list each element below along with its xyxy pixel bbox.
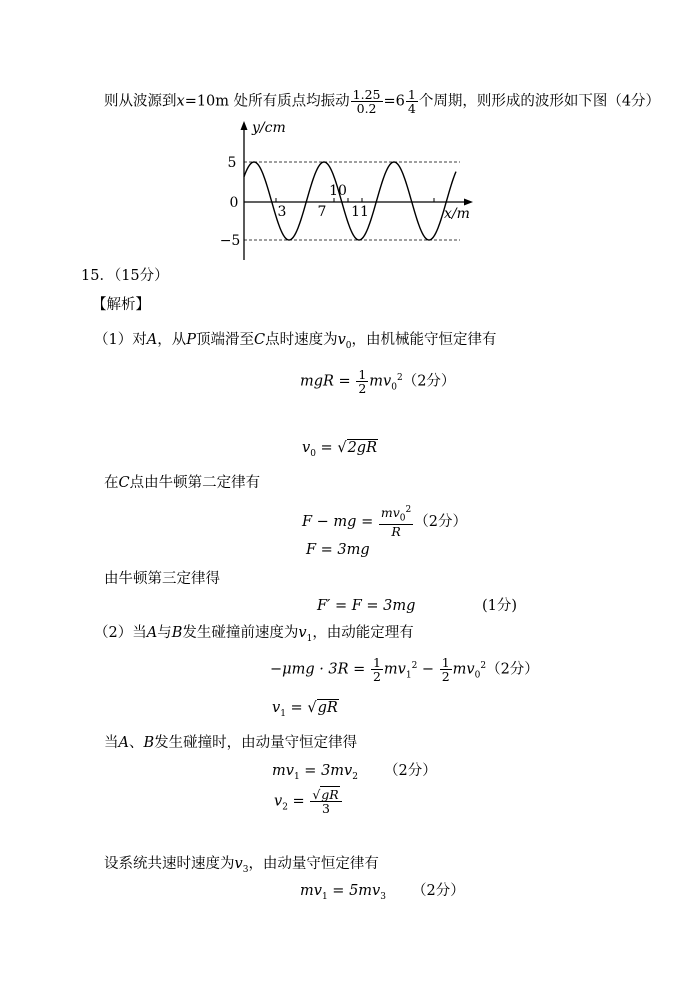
x-axis-arrow-icon: [464, 199, 473, 206]
sqrt-sign-icon: √: [337, 440, 347, 456]
x-tick-label-10: 10: [329, 183, 347, 199]
part2-intro: （2）当A与B发生碰撞前速度为$v_1$，由动能定理有: [94, 625, 414, 644]
sqrt-sign-icon: √: [307, 700, 317, 716]
sqrt-sign-icon: √: [312, 787, 321, 802]
y-axis-arrow-icon: [241, 121, 248, 130]
momentum-intro: 当A、B发生碰撞时，由动量守恒定律得: [104, 735, 358, 751]
equation-F-3mg: F = 3mg: [306, 542, 370, 558]
y-tick-label-5: 5: [227, 155, 237, 171]
part1-intro: （1）对A，从P顶端滑至C点时速度为$v_0$，由机械能守恒定律有: [94, 332, 497, 351]
waveform-figure: [219, 118, 482, 266]
y-tick-label-0: 0: [229, 195, 239, 211]
equation-v0: $v_0 = √2gR$: [302, 440, 377, 459]
common-velocity-intro: 设系统共速时速度为$v_3$，由动量守恒定律有: [104, 856, 379, 875]
y-axis-label: y/cm: [252, 120, 286, 136]
x-tick-label-7: 7: [317, 204, 327, 220]
newton-third-intro: 由牛顿第三定律得: [104, 571, 220, 587]
fraction-1-4: $\frac{1}{4}$: [407, 87, 416, 117]
equation-F-prime: F′ = F = 3mg: [317, 598, 416, 614]
y-tick-label-neg5: −5: [219, 233, 241, 249]
equation-v2: $v_2$ = $\frac{√gR}{3}$: [274, 788, 343, 815]
intro-line: [104, 88, 660, 115]
x-tick-label-11: 11: [351, 204, 369, 220]
equation-work-energy: −μmg · 3R = $\frac{1}{2}$ $mv_1^2$ − $\frac{1}{2}$ $mv_0^2(2$分）: [270, 655, 539, 685]
var-x: x: [176, 93, 185, 110]
analysis-label: 【解析】: [92, 297, 150, 313]
question-header: 15．（15分）: [81, 268, 169, 284]
x-tick-label-3: 3: [277, 204, 287, 220]
intro-text-before: 则从波源到: [104, 93, 177, 110]
score-1: (1分): [482, 598, 518, 614]
equation-v1: $v_1 = √gR$: [272, 700, 338, 719]
intro-text-mid: =10m 处所有质点均振动: [184, 93, 350, 110]
equation-energy-conservation: mgR = $\frac{1}{2}$ $mv_0^2(2$分）: [300, 367, 456, 397]
equation-centripetal: F − mg = $\frac{mv_0^2}{R}$ （2分）: [302, 505, 467, 540]
fraction-125-02: $\frac{1.25}{0.2}$: [352, 87, 381, 117]
equation-momentum-2: $mv_1 = 5mv_3$ （2分）: [300, 883, 465, 902]
newton-second-intro: 在C点由牛顿第二定律有: [104, 475, 261, 491]
intro-text-after: 个周期，则形成的波形如下图（4分）: [418, 93, 661, 110]
x-axis-label: x/m: [444, 206, 470, 222]
equation-momentum-1: $mv_1 = 3mv_2$ （2分）: [272, 763, 437, 782]
intro-eq6: =6: [383, 93, 405, 110]
